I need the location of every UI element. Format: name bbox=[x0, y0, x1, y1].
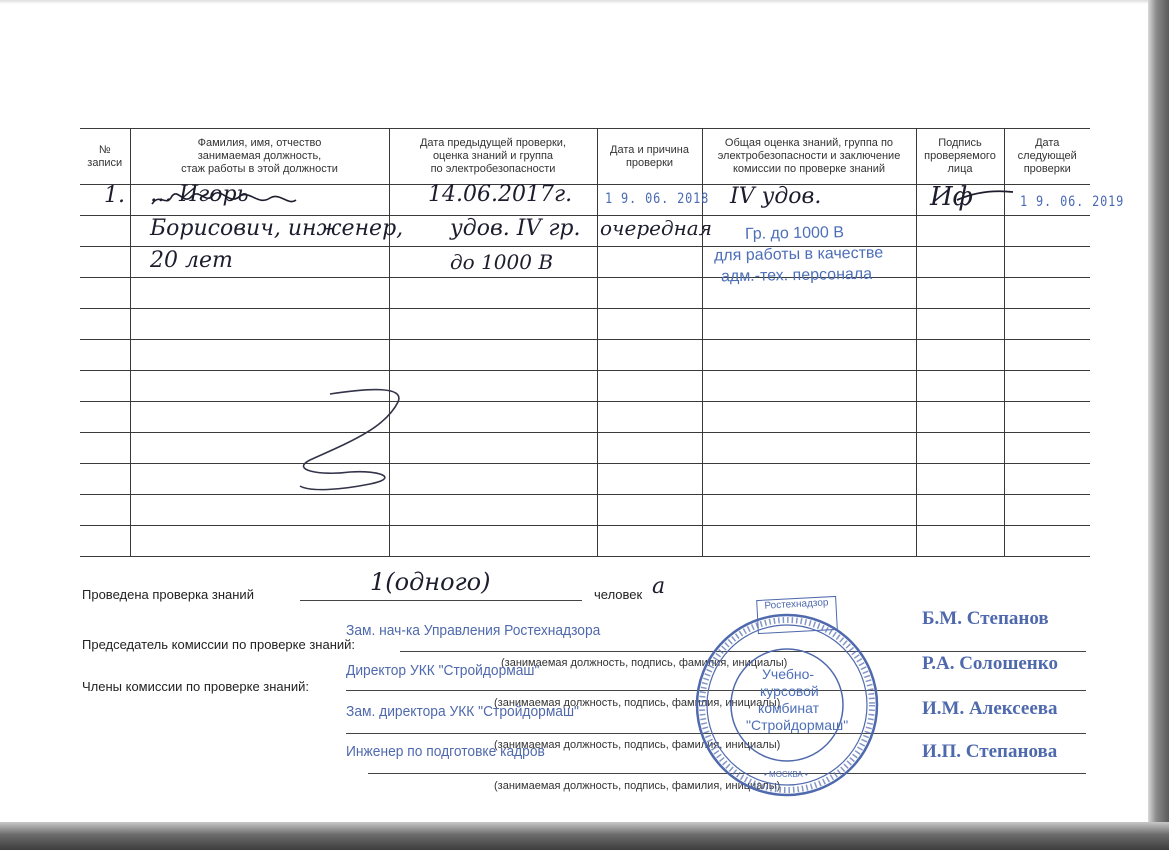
table-cell-date bbox=[597, 402, 702, 433]
table-cell-date bbox=[597, 371, 702, 402]
table-cell-name bbox=[130, 526, 389, 557]
signatory-position-1: Зам. нач-ка Управления Ростехнадзора bbox=[346, 622, 601, 639]
table-cell-next bbox=[1004, 402, 1090, 433]
signatory-name-3: И.М. Алексеева bbox=[922, 698, 1058, 719]
table-cell-sign bbox=[916, 402, 1004, 433]
checked-label: Проведена проверка знаний bbox=[82, 587, 254, 602]
table-cell-sign bbox=[916, 464, 1004, 495]
scan-shadow-bottom bbox=[0, 822, 1169, 850]
table-cell-next bbox=[1004, 433, 1090, 464]
table-cell-prev bbox=[389, 340, 597, 371]
checked-count: 1(одного) bbox=[370, 568, 491, 596]
table-cell-next bbox=[1004, 495, 1090, 526]
table-cell-date bbox=[597, 340, 702, 371]
table-cell-result bbox=[702, 340, 916, 371]
table-cell-prev bbox=[389, 526, 597, 557]
table-cell-date bbox=[597, 247, 702, 278]
entry-name-line3: 20 лет bbox=[150, 248, 233, 273]
table-cell-prev bbox=[389, 309, 597, 340]
seal-center-line4: "Стройдормаш" bbox=[746, 717, 849, 733]
entry-signature: Иф bbox=[930, 182, 974, 212]
table-cell-next bbox=[1004, 278, 1090, 309]
signatory-position-4: Инженер по подготовке кадров bbox=[346, 743, 545, 760]
table-row bbox=[80, 371, 1090, 402]
table-row bbox=[80, 464, 1090, 495]
members-label: Члены комиссии по проверке знаний: bbox=[82, 679, 309, 694]
table-cell-next bbox=[1004, 216, 1090, 247]
signatory-position-3: Зам. директора УКК "Стройдормаш" bbox=[346, 703, 579, 720]
table-cell-sign bbox=[916, 278, 1004, 309]
entry-prev-line1: 14.06.2017г. bbox=[428, 182, 573, 207]
table-cell-result bbox=[702, 495, 916, 526]
table-cell-sign bbox=[916, 340, 1004, 371]
header-record-number: № записи bbox=[80, 129, 130, 185]
table-cell-sign bbox=[916, 495, 1004, 526]
header-signature: Подпись проверяемого лица bbox=[916, 129, 1004, 185]
table-cell-next bbox=[1004, 526, 1090, 557]
table-cell-next bbox=[1004, 309, 1090, 340]
table-cell-num bbox=[80, 495, 130, 526]
table-cell-name bbox=[130, 340, 389, 371]
entry-number: 1. bbox=[104, 183, 125, 208]
rostechnadzor-stamp bbox=[756, 596, 838, 634]
table-cell-num bbox=[80, 526, 130, 557]
table-cell-num bbox=[80, 371, 130, 402]
table-cell-num bbox=[80, 216, 130, 247]
table-cell-prev bbox=[389, 371, 597, 402]
seal-bottom-text: • МОСКВА • bbox=[764, 770, 808, 779]
table-cell-num bbox=[80, 278, 130, 309]
table-cell-num bbox=[80, 402, 130, 433]
signatory-position-2: Директор УКК "Стройдормаш" bbox=[346, 662, 540, 679]
caption-2: (занимаемая должность, подпись, фамилия, инициалы) bbox=[494, 697, 781, 709]
header-full-name: Фамилия, имя, отчество занимаемая должность, стаж работы в этой должности bbox=[130, 129, 389, 185]
signatory-name-1: Б.М. Степанов bbox=[922, 608, 1049, 629]
result-stamp-line2: для работы в качестве bbox=[713, 244, 884, 265]
table-cell-num bbox=[80, 464, 130, 495]
table-cell-num bbox=[80, 247, 130, 278]
people-mark: а bbox=[652, 574, 666, 599]
table-row bbox=[80, 495, 1090, 526]
table-cell-result bbox=[702, 433, 916, 464]
table-cell-sign bbox=[916, 433, 1004, 464]
seal-center-line3: комбинат bbox=[758, 700, 819, 716]
signatory-name-2: Р.А. Солошенко bbox=[922, 653, 1058, 674]
header-check-date-reason: Дата и причина проверки bbox=[597, 129, 702, 185]
entry-name-line2: Борисович, инженер, bbox=[150, 216, 404, 241]
table-cell-sign bbox=[916, 526, 1004, 557]
entry-prev-line2: удов. IV гр. bbox=[450, 216, 581, 241]
result-stamp-line3: адм.-тех. персонала bbox=[720, 265, 873, 286]
table-row bbox=[80, 278, 1090, 309]
table-cell-date bbox=[597, 526, 702, 557]
table-cell-result bbox=[702, 464, 916, 495]
page-top-edge bbox=[0, 0, 1169, 4]
check-reason: очередная bbox=[600, 216, 712, 240]
check-date-stamp: 1 9. 06. 2018 bbox=[605, 191, 710, 207]
seal-center-line2: курсовой bbox=[760, 683, 819, 699]
entry-prev-line3: до 1000 В bbox=[450, 250, 554, 274]
table-cell-prev bbox=[389, 495, 597, 526]
next-date-stamp: 1 9. 06. 2019 bbox=[1020, 194, 1125, 210]
round-seal bbox=[692, 610, 882, 800]
header-previous-check: Дата предыдущей проверки, оценка знаний и группа по электробезопасности bbox=[389, 129, 597, 185]
table-cell-date bbox=[597, 495, 702, 526]
table-cell-num bbox=[80, 309, 130, 340]
result-stamp-line1: Гр. до 1000 В bbox=[744, 224, 845, 243]
header-overall-result: Общая оценка знаний, группа по электробезопасности и заключение комиссии по проверке знаний bbox=[702, 129, 916, 185]
table-row bbox=[80, 340, 1090, 371]
caption-3: (занимаемая должность, подпись, фамилия, инициалы) bbox=[494, 739, 781, 751]
table-cell-next bbox=[1004, 247, 1090, 278]
table-cell-sign bbox=[916, 247, 1004, 278]
name-scribble bbox=[150, 184, 300, 214]
table-cell-prev bbox=[389, 464, 597, 495]
table-cell-date bbox=[597, 464, 702, 495]
table-cell-result bbox=[702, 402, 916, 433]
table-cell-next bbox=[1004, 464, 1090, 495]
table-row bbox=[80, 433, 1090, 464]
entry-name-line1: … Игорь bbox=[150, 182, 249, 207]
signatory-name-4: И.П. Степанова bbox=[922, 741, 1058, 762]
table-cell-result bbox=[702, 309, 916, 340]
caption-4: (занимаемая должность, подпись, фамилия, инициалы) bbox=[494, 780, 781, 792]
table-cell-next bbox=[1004, 371, 1090, 402]
signature-tail bbox=[955, 186, 1015, 206]
table-cell-sign bbox=[916, 371, 1004, 402]
z-strike-mark bbox=[280, 380, 420, 500]
header-next-check: Дата следующей проверки bbox=[1004, 129, 1090, 185]
checked-count-line bbox=[300, 600, 582, 601]
table-row bbox=[80, 526, 1090, 557]
table-row bbox=[80, 402, 1090, 433]
table-header-row bbox=[80, 129, 1090, 185]
table-cell-num bbox=[80, 433, 130, 464]
table-cell-sign bbox=[916, 216, 1004, 247]
caption-1: (занимаемая должность, подпись, фамилия, инициалы) bbox=[501, 657, 788, 669]
table-cell-prev bbox=[389, 433, 597, 464]
scan-shadow-right bbox=[1148, 0, 1169, 850]
table-cell-next bbox=[1004, 340, 1090, 371]
table-cell-sign bbox=[916, 309, 1004, 340]
table-cell-result bbox=[702, 371, 916, 402]
result-handwritten: IV удов. bbox=[730, 184, 822, 209]
table-cell-date bbox=[597, 433, 702, 464]
table-cell-date bbox=[597, 278, 702, 309]
people-label: человек bbox=[594, 587, 643, 602]
table-row bbox=[80, 309, 1090, 340]
table-cell-prev bbox=[389, 278, 597, 309]
table-cell-num bbox=[80, 340, 130, 371]
table-cell-prev bbox=[389, 402, 597, 433]
rostechnadzor-stamp-label: Ростехнадзор bbox=[764, 597, 829, 612]
table-cell-date bbox=[597, 309, 702, 340]
table-cell-name bbox=[130, 309, 389, 340]
seal-center-line1: Учебно- bbox=[762, 666, 815, 682]
chairman-label: Председатель комиссии по проверке знаний: bbox=[82, 637, 356, 652]
table-cell-result bbox=[702, 526, 916, 557]
table-cell-name bbox=[130, 278, 389, 309]
